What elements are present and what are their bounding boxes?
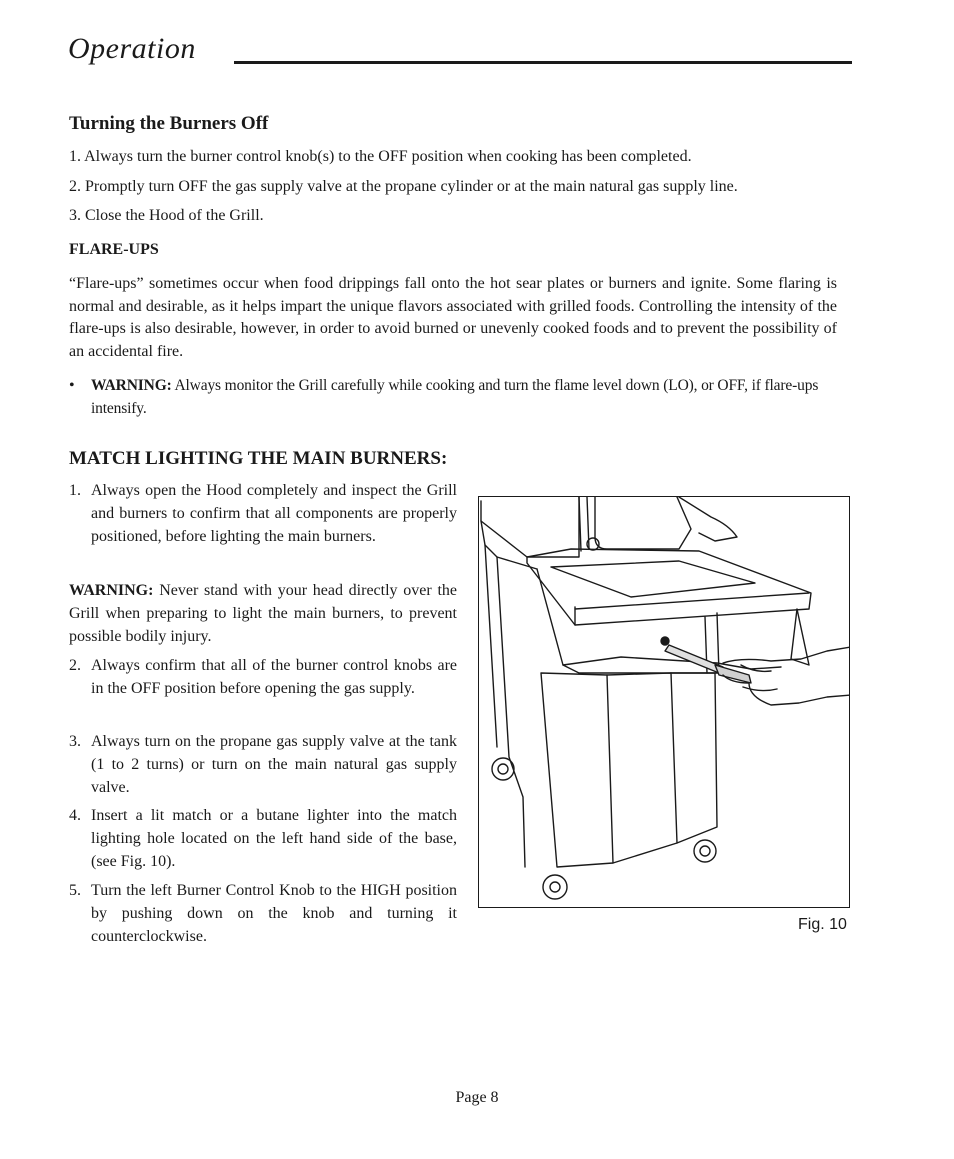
page-header-title: Operation: [68, 32, 196, 65]
header-rule: [234, 61, 852, 64]
step-number: 4.: [69, 807, 81, 824]
match-step-1: [69, 480, 457, 572]
step-text: Always turn on the propane gas supply valve at the tank (1 to 2 turns) or turn on the main natural gas supply valve.: [91, 733, 457, 796]
page-number: Page 8: [455, 1089, 499, 1106]
step-text: Turn the left Burner Control Knob to the HIGH position by pushing down on the knob and turning it counterclockwise.: [91, 882, 457, 945]
step-text: Always confirm that all of the burner control knobs are in the OFF position before opening the gas supply.: [91, 657, 457, 697]
section-heading-match-lighting: MATCH LIGHTING THE MAIN BURNERS:: [69, 448, 448, 469]
match-step-2: [69, 655, 457, 725]
flareups-heading: FLARE-UPS: [69, 241, 159, 258]
bullet: •: [69, 377, 75, 394]
step-number: 3.: [69, 733, 81, 750]
step-text: Always open the Hood completely and inspect the Grill and burners to confirm that all components are properly positioned, before lighting the main burners.: [91, 482, 457, 545]
warning-text: Never stand with your head directly over the Grill when preparing to light the main burners, to prevent possible bodily injury.: [69, 582, 457, 645]
match-step-3: [69, 731, 457, 801]
figure-caption: Fig. 10: [798, 916, 847, 933]
step-number: 5.: [69, 882, 81, 899]
flareups-paragraph: “Flare-ups” sometimes occur when food drippings fall onto the hot sear plates or burners and ignite. Some flaring is normal and desirable, as it helps impart the unique flavors associated with grilled foods. Controlling the intensity of the flare-ups is also desirable, however, in order to avoid burned or unevenly cooked foods and to prevent the possibility of an accidental fire.: [69, 275, 837, 360]
step-number: 2.: [69, 657, 81, 674]
burners-off-step-1: 1. Always turn the burner control knob(s) to the OFF position when cooking has been completed.: [69, 148, 692, 165]
burners-off-step-3: 3. Close the Hood of the Grill.: [69, 207, 264, 224]
section-heading-burners-off: Turning the Burners Off: [69, 113, 269, 134]
flareups-warning: [69, 375, 859, 420]
warning-label: WARNING:: [69, 582, 154, 599]
match-warning: [69, 580, 457, 648]
warning-label: WARNING:: [91, 377, 172, 394]
grill-line-art: [479, 497, 850, 908]
step-text: Insert a lit match or a butane lighter into the match lighting hole located on the left hand side of the base, (see Fig. 10).: [91, 807, 457, 870]
burners-off-step-2: 2. Promptly turn OFF the gas supply valve at the propane cylinder or at the main natural gas supply line.: [69, 178, 738, 195]
warning-text: Always monitor the Grill carefully while cooking and turn the flame level down (LO), or OFF, if flare-ups intensify.: [91, 377, 819, 417]
figure-grill-illustration: [478, 496, 850, 908]
match-step-4: [69, 805, 457, 875]
step-number: 1.: [69, 482, 81, 499]
match-step-5: [69, 880, 457, 950]
